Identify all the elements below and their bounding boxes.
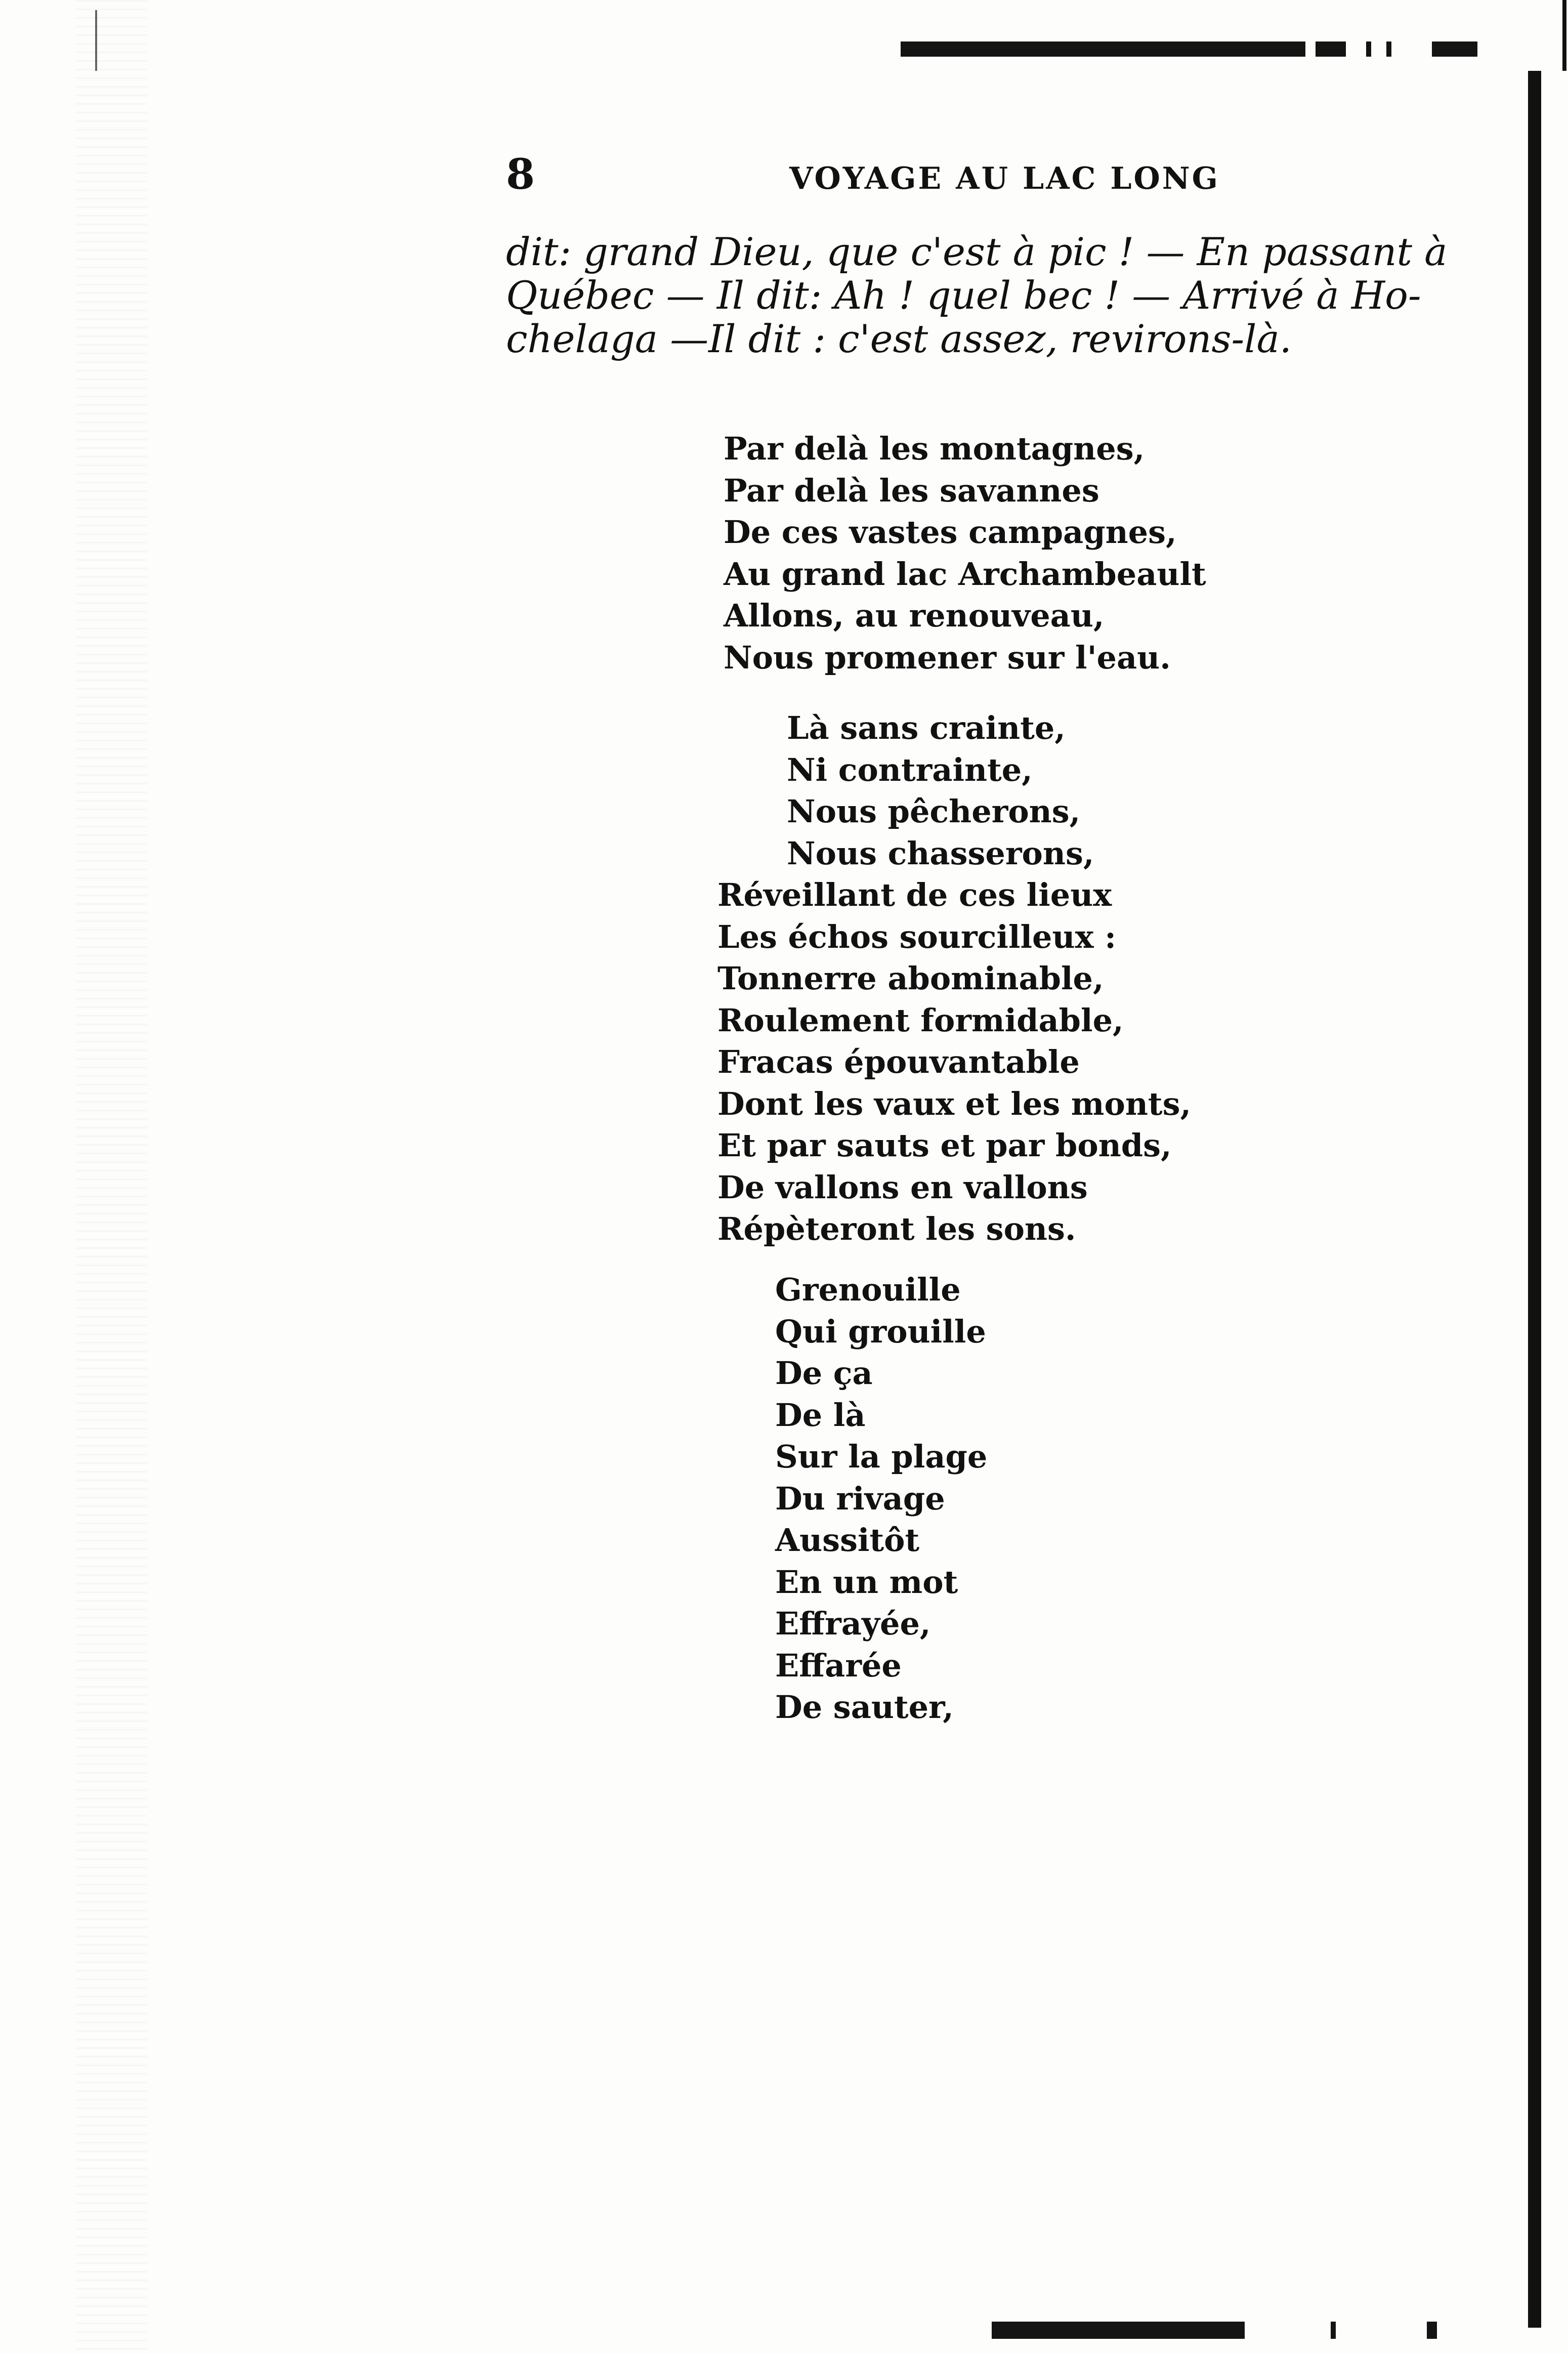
prose-line: chelaga —Il dit : c'est assez, revirons-là. bbox=[506, 316, 1292, 361]
scan-top-strip bbox=[1386, 41, 1391, 57]
verse-line-indented: Nous chasserons, bbox=[787, 834, 1094, 872]
prose-line: Québec — Il dit: Ah ! quel bec ! — Arrivé à Ho- bbox=[506, 273, 1421, 318]
verse-line: Fracas épouvantable bbox=[717, 1043, 1080, 1080]
verse-line: De ça bbox=[775, 1355, 873, 1392]
verse-line: Sur la plage bbox=[775, 1438, 988, 1475]
scan-top-strip bbox=[1316, 41, 1346, 57]
scan-right-border-top bbox=[1562, 0, 1566, 71]
verse-line: Grenouille bbox=[775, 1271, 961, 1308]
verse-line: De là bbox=[775, 1396, 866, 1434]
page-header bbox=[506, 152, 1467, 197]
verse-line: En un mot bbox=[775, 1563, 958, 1601]
verse-line: De sauter, bbox=[775, 1689, 954, 1726]
verse-line: Par delà les montagnes, bbox=[724, 430, 1145, 467]
verse-line: Aussitôt bbox=[775, 1522, 920, 1559]
scan-top-strip bbox=[1432, 41, 1477, 57]
verse-line: Effarée bbox=[775, 1647, 902, 1684]
verse-stanza-3 bbox=[775, 1269, 1568, 1729]
verse-line: De ces vastes campagnes, bbox=[724, 514, 1177, 551]
verse-line: Les échos sourcilleux : bbox=[717, 918, 1117, 955]
prose-paragraph bbox=[506, 229, 1448, 361]
verse-line: Au grand lac Archambeault bbox=[724, 555, 1206, 593]
scan-bottom-strip bbox=[1427, 2322, 1437, 2339]
verse-line: Effrayée, bbox=[775, 1605, 931, 1642]
prose-line: dit: grand Dieu, que c'est à pic ! — En passant à bbox=[506, 229, 1448, 274]
scan-edge-noise bbox=[76, 0, 147, 2354]
verse-line-indented: Là sans crainte, bbox=[787, 709, 1066, 746]
verse-line: Et par sauts et par bonds, bbox=[717, 1127, 1172, 1164]
verse-line: Par delà les savannes bbox=[724, 472, 1099, 509]
verse-line: Nous promener sur l'eau. bbox=[724, 639, 1171, 676]
scan-bottom-strip bbox=[1331, 2322, 1336, 2339]
verse-line: Allons, au renouveau, bbox=[724, 597, 1105, 634]
verse-line-indented: Ni contrainte, bbox=[787, 751, 1033, 788]
scan-edge-mark bbox=[95, 10, 97, 71]
verse-line: Roulement formidable, bbox=[717, 1001, 1124, 1039]
verse-stanza-1 bbox=[724, 428, 1568, 679]
running-title: VOYAGE AU LAC LONG bbox=[789, 161, 1220, 196]
scan-top-strip bbox=[1366, 41, 1371, 57]
page-number: 8 bbox=[506, 150, 535, 199]
verse-line-indented: Nous pêcherons, bbox=[787, 793, 1081, 830]
verse-line: Répèteront les sons. bbox=[717, 1210, 1076, 1247]
verse-line: De vallons en vallons bbox=[717, 1168, 1088, 1206]
verse-line: Tonnerre abominable, bbox=[717, 960, 1104, 997]
verse-line: Réveillant de ces lieux bbox=[717, 876, 1112, 913]
scan-bottom-strip bbox=[992, 2322, 1245, 2339]
verse-line: Qui grouille bbox=[775, 1313, 986, 1350]
verse-line: Du rivage bbox=[775, 1480, 945, 1517]
verse-stanza-2 bbox=[717, 707, 1568, 1250]
verse-line: Dont les vaux et les monts, bbox=[717, 1085, 1192, 1122]
scan-top-strip bbox=[901, 41, 1305, 57]
